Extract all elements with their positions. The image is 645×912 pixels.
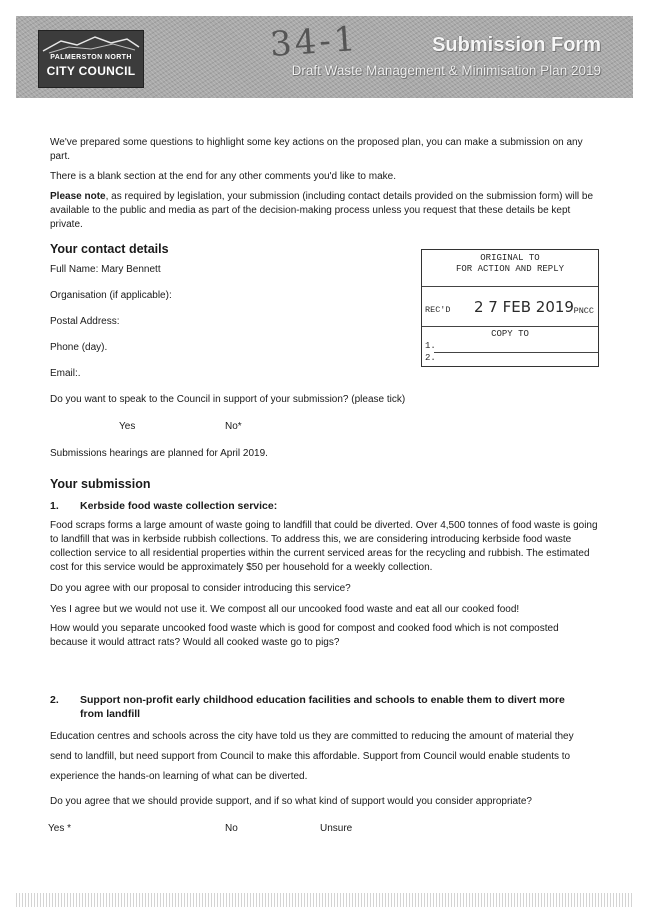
speak-no-option: No* [225,421,242,432]
full-name-field: Full Name: Mary Bennett [50,264,161,275]
stamp-org: PNCC [573,306,594,316]
logo-line-1: PALMERSTON NORTH [50,54,132,61]
q2-yes-option: Yes * [48,823,71,834]
q2-no-option: No [225,823,238,834]
speak-question: Do you want to speak to the Council in support of your submission? (please tick) [50,394,406,405]
hearings-note: Submissions hearings are planned for April 2019. [50,448,268,459]
stamp-line-2: 2. [425,353,436,363]
form-title: Submission Form [432,34,601,56]
q2-number: 2. [50,694,59,706]
mountain-logo-icon [39,31,143,55]
speak-yes-option: Yes [119,421,136,432]
stamp-original-to: ORIGINAL TO [480,253,540,263]
q1-question: Do you agree with our proposal to consider introducing this service? [50,583,351,594]
organisation-field: Organisation (if applicable): [50,290,172,301]
council-logo [38,30,144,88]
stamp-copy-to: COPY TO [491,329,529,339]
handwritten-reference: 34-1 [268,18,360,66]
stamp-date: 2 7 FEB 2019 [474,298,574,316]
q2-question: Do you agree that we should provide support, and if so what kind of support would you consider appropriate? [50,796,532,807]
q1-answer-1: Yes I agree but we would not use it. We compost all our uncooked food waste and eat all our cooked food! [50,604,520,615]
privacy-note-label: Please note [50,191,106,202]
contact-heading: Your contact details [50,242,169,256]
q2-unsure-option: Unsure [320,823,353,834]
q1-answer-2: How would you separate uncooked food waste which is good for compost and cooked food which is not composted because it would attract rats? Would all cooked waste go to pigs? [50,623,559,648]
stamp-line-1: 1. [425,341,436,351]
logo-line-2: CITY COUNCIL [46,64,136,78]
phone-field: Phone (day). [50,342,108,353]
privacy-note-text: , as required by legislation, your submission (including contact details provided on the submission form) will be available to the public and media as part of the decision-making process unless you request that these details be kept private. [50,191,594,230]
q1-body: Food scraps forms a large amount of waste going to landfill that could be diverted. Over 4,500 tonnes of food waste is going to landfill that was in kerbside rubbish collections. To address this, we are considering introducing kerbside food waste collection service to all residential properties within the current serviced areas for the recycling and rubbish. The estimated cost for this service would be approximately $50 per household for a weekly collection. [50,520,598,573]
privacy-note [50,190,598,232]
q2-body: Education centres and schools across the city have told us they are committed to reducing the amount of material they send to landfill, but need support from Council to make this affordable. Support from Council would enable students to experience the hands-on learning of what can be diverted. [50,731,574,782]
stamp-divider [434,352,598,353]
intro-paragraph-1: We've prepared some questions to highlight some key actions on the proposed plan, you can make a submission on any part. [50,137,583,162]
received-stamp [421,249,599,367]
stamp-action-reply: FOR ACTION AND REPLY [455,264,565,274]
intro-paragraph-2: There is a blank section at the end for any other comments you'd like to make. [50,171,396,182]
scan-noise [16,893,633,907]
email-field: Email:. [50,368,81,379]
stamp-divider [422,326,598,327]
q1-title: Kerbside food waste collection service: [80,500,278,512]
q1-number: 1. [50,500,59,512]
q2-title: Support non-profit early childhood education facilities and schools to enable them to divert more from landfill [80,694,565,720]
stamp-divider [422,286,598,287]
submission-heading: Your submission [50,477,151,491]
postal-address-field: Postal Address: [50,316,120,327]
form-subtitle: Draft Waste Management & Minimisation Plan 2019 [291,63,601,78]
stamp-recd-label: REC'D [425,305,451,315]
